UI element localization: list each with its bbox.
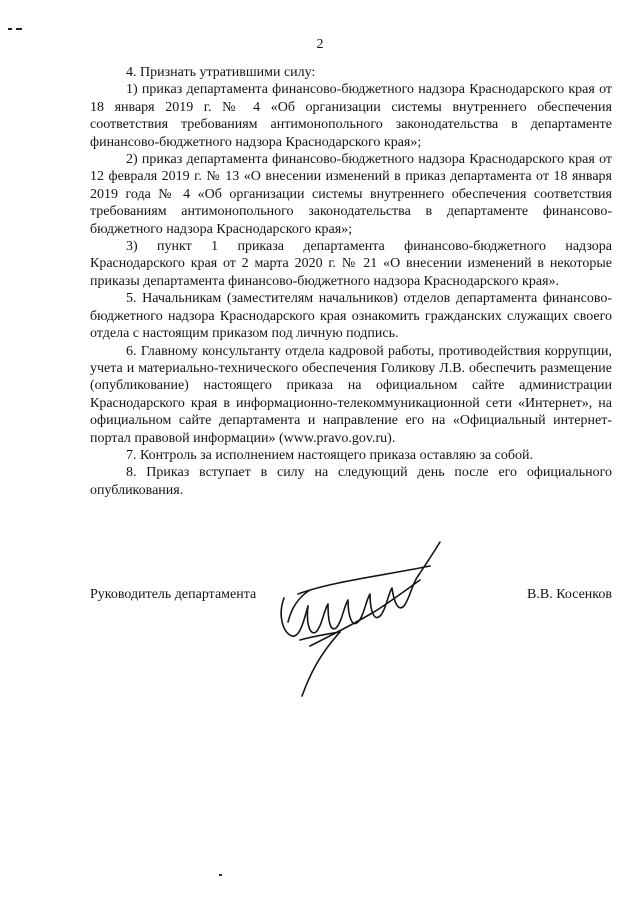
paragraph-subitem-3: 3) пункт 1 приказа департамента финансово-бюджетного надзора Краснодарского края от 2 марта 2020 г. № 21 «О внесении изменений в некоторые приказы департамента финансово-бюджетного надзора Краснодарского края». xyxy=(90,239,612,289)
signature-block xyxy=(90,586,612,706)
scan-dot xyxy=(219,874,222,876)
paragraph-item-5: 5. Начальникам (заместителям начальников) отделов департамента финансово-бюджетного надзора Краснодарского края ознакомить гражданских служащих своего отдела с настоящим приказом под личную подпись. xyxy=(90,291,612,342)
handwritten-signature xyxy=(270,536,450,706)
page-number: 2 xyxy=(316,37,324,52)
paragraph-item-7: 7. Контроль за исполнением настоящего приказа оставляю за собой. xyxy=(126,447,534,463)
scan-mark xyxy=(8,26,22,32)
signatory-name: В.В. Косенков xyxy=(527,587,612,602)
signatory-position: Руководитель департамента xyxy=(90,587,257,602)
paragraph-subitem-2: 2) приказ департамента финансово-бюджетного надзора Краснодарского края от 12 февраля 2019 г. № 13 «О внесении изменений в приказ департамента от 18 января 2019 года № 4 «Об организации системы внутреннего обеспечения соответствия требованиям антимонопольного законодательства в департаменте финансово-бюджетного надзора Краснодарского края»; xyxy=(90,152,612,237)
document-body xyxy=(90,64,612,499)
paragraph-item-4: 4. Признать утратившими силу: xyxy=(126,65,316,80)
paragraph-subitem-1: 1) приказ департамента финансово-бюджетного надзора Краснодарского края от 18 января 2019 г. № 4 «Об организации системы внутреннего обеспечения соответствия требованиям антимонопольного законодательства в департаменте финансово-бюджетного надзора Краснодарского края»; xyxy=(90,82,612,150)
paragraph-item-8: 8. Приказ вступает в силу на следующий день после его официального опубликования. xyxy=(90,465,612,498)
paragraph-item-6: 6. Главному консультанту отдела кадровой работы, противодействия коррупции, учета и материально-технического обеспечения Голикову Л.В. обеспечить размещение (опубликование) настоящего приказа на официальном сайте администрации Краснодарского края в информационно-телекоммуникационной сети «Интернет», на официальном сайте департамента и направление его на «Официальный интернет-портал правовой информации» (www.pravo.gov.ru). xyxy=(90,343,612,446)
